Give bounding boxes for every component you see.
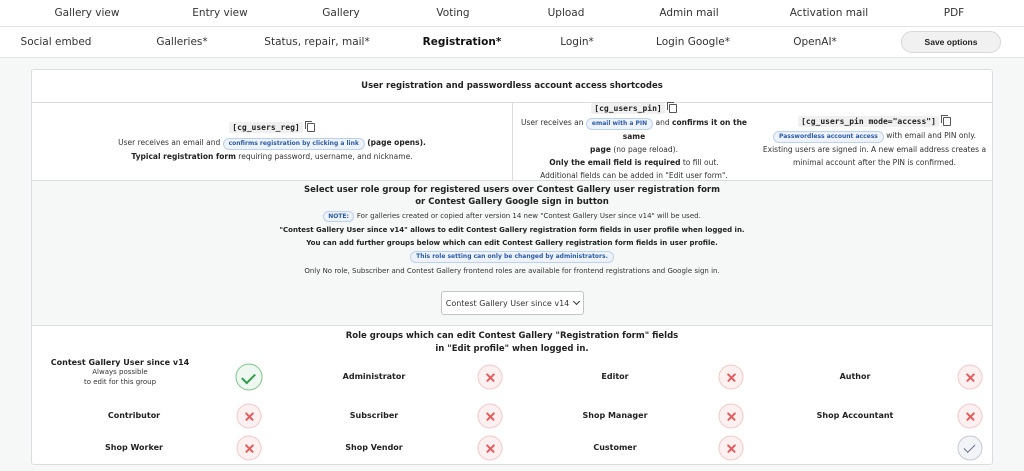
cross-icon[interactable]: [719, 404, 744, 429]
access-minimal-account: minimal account after the PIN is confirmed.: [793, 157, 956, 167]
shortcode-reg-code: [cg_users_reg]: [229, 122, 302, 133]
note-text: For galleries created or copied after version 14 new "Contest Gallery User since v14" will be used.: [356, 212, 701, 220]
copy-icon[interactable]: [943, 117, 951, 126]
editable-roles-title-2: in "Edit profile" when logged in.: [435, 344, 589, 354]
pin-page-bold: page: [590, 144, 611, 154]
tab-entry-view[interactable]: Entry view: [192, 7, 248, 19]
pin-fill-out: to fill out.: [682, 157, 719, 167]
reg-form-bold: Typical registration form: [131, 151, 236, 161]
panel-title: User registration and passwordless account access shortcodes: [32, 70, 992, 103]
cross-icon[interactable]: [719, 436, 744, 461]
reg-form-text: requiring password, username, and nickname.: [238, 151, 413, 161]
cross-icon[interactable]: [719, 365, 744, 390]
role-author: Author: [839, 372, 871, 381]
tab-gallery-view[interactable]: Gallery view: [54, 7, 120, 19]
cross-icon[interactable]: [958, 365, 983, 390]
pin-additional-fields: Additional fields can be added in "Edit user form".: [540, 170, 728, 180]
role-subscriber: Subscriber: [349, 411, 399, 420]
save-options-button[interactable]: Save options: [901, 31, 1001, 53]
frontend-roles-info: Only No role, Subscriber and Contest Gallery frontend roles are available for frontend registrations and Google sign in.: [304, 267, 720, 275]
role-shop-accountant: Shop Accountant: [816, 411, 894, 420]
options-tabs-row-1: [0, 0, 1024, 27]
role-shop-vendor: Shop Vendor: [345, 443, 403, 452]
role-shop-worker: Shop Worker: [105, 443, 163, 452]
checkmark-icon[interactable]: [958, 436, 983, 461]
role-customer: Customer: [593, 443, 637, 452]
cross-icon[interactable]: [237, 436, 262, 461]
chevron-down-icon: [573, 298, 580, 305]
copy-icon[interactable]: [307, 123, 315, 132]
shortcode-columns: [32, 103, 992, 181]
role-editor: Editor: [601, 372, 629, 381]
tab-activation-mail[interactable]: Activation mail: [789, 7, 869, 19]
shortcode-pin-code: [cg_users_pin]: [591, 103, 664, 114]
tab-openai[interactable]: OpenAI*: [793, 36, 837, 48]
reg-link-pill: confirms registration by clicking a link: [223, 138, 365, 150]
passwordless-pill: Passwordless account access: [773, 131, 884, 143]
shortcode-reg-column: [32, 103, 512, 180]
cross-icon[interactable]: [237, 404, 262, 429]
note-badge: NOTE:: [323, 211, 354, 222]
role-always-possible: Always possible: [92, 368, 148, 376]
reg-text-tail: (page opens).: [367, 137, 426, 147]
role-shop-manager: Shop Manager: [582, 411, 648, 420]
cross-icon[interactable]: [478, 436, 503, 461]
access-text: with email and PIN only.: [886, 130, 977, 140]
role-group-note: [32, 211, 992, 222]
pin-confirm-bold: confirms it on the same: [622, 117, 747, 141]
tab-upload[interactable]: Upload: [547, 7, 585, 19]
role-group-title-2: or Contest Gallery Google sign in button: [415, 197, 609, 207]
access-existing-users: Existing users are signed in. A new email address creates a: [762, 144, 987, 154]
registration-panel: [31, 69, 993, 465]
tab-gallery[interactable]: Gallery: [322, 7, 360, 19]
role-administrator: Administrator: [342, 372, 406, 381]
tab-admin-mail[interactable]: Admin mail: [659, 7, 719, 19]
shortcode-pin-column: [513, 103, 755, 180]
pin-no-reload: (no page reload).: [613, 144, 678, 154]
tab-login-google[interactable]: Login Google*: [656, 36, 730, 48]
role-contributor: Contributor: [107, 411, 161, 420]
tab-voting[interactable]: Voting: [436, 7, 470, 19]
role-group-bold-1: "Contest Gallery User since v14" allows to edit Contest Gallery registration form fields in user profile when logged in.: [279, 226, 745, 234]
tab-registration[interactable]: Registration*: [422, 36, 502, 48]
admin-only-pill: This role setting can only be changed by administrators.: [410, 251, 614, 263]
pin-email-required: Only the email field is required: [549, 157, 681, 167]
pin-email-pill: email with a PIN: [586, 118, 653, 130]
admin-only-row: [32, 251, 992, 263]
pin-and: and: [655, 117, 670, 127]
role-edit-for-group: to edit for this group: [83, 378, 157, 386]
editable-roles-title: [32, 330, 992, 356]
role-cg-user: [51, 358, 189, 387]
checkmark-icon[interactable]: [236, 364, 263, 391]
copy-icon[interactable]: [669, 104, 677, 113]
role-group-select-value: Contest Gallery User since v14: [445, 298, 570, 308]
shortcode-access-column: [755, 103, 994, 180]
reg-text: User receives an email and: [118, 137, 221, 147]
cross-icon[interactable]: [478, 365, 503, 390]
cross-icon[interactable]: [478, 404, 503, 429]
pin-text: User receives an: [521, 117, 584, 127]
tab-social-embed[interactable]: Social embed: [20, 36, 92, 48]
tab-status-repair-mail[interactable]: Status, repair, mail*: [264, 36, 370, 48]
editable-roles-title-1: Role groups which can edit Contest Gallery "Registration form" fields: [345, 331, 679, 341]
role-cg-user-label: Contest Gallery User since v14: [50, 358, 190, 367]
role-group-select[interactable]: [441, 291, 584, 315]
role-group-title-1: Select user role group for registered users over Contest Gallery user registration form: [304, 185, 720, 195]
cross-icon[interactable]: [958, 404, 983, 429]
tab-galleries[interactable]: Galleries*: [156, 36, 208, 48]
shortcode-access-code: [cg_users_pin mode="access"]: [798, 116, 939, 127]
role-group-bold-2: You can add further groups below which can edit Contest Gallery registration form fields in user profile.: [306, 239, 718, 247]
tab-login[interactable]: Login*: [560, 36, 594, 48]
options-tabs-row-2: [0, 27, 1024, 58]
tab-pdf[interactable]: PDF: [943, 7, 965, 19]
